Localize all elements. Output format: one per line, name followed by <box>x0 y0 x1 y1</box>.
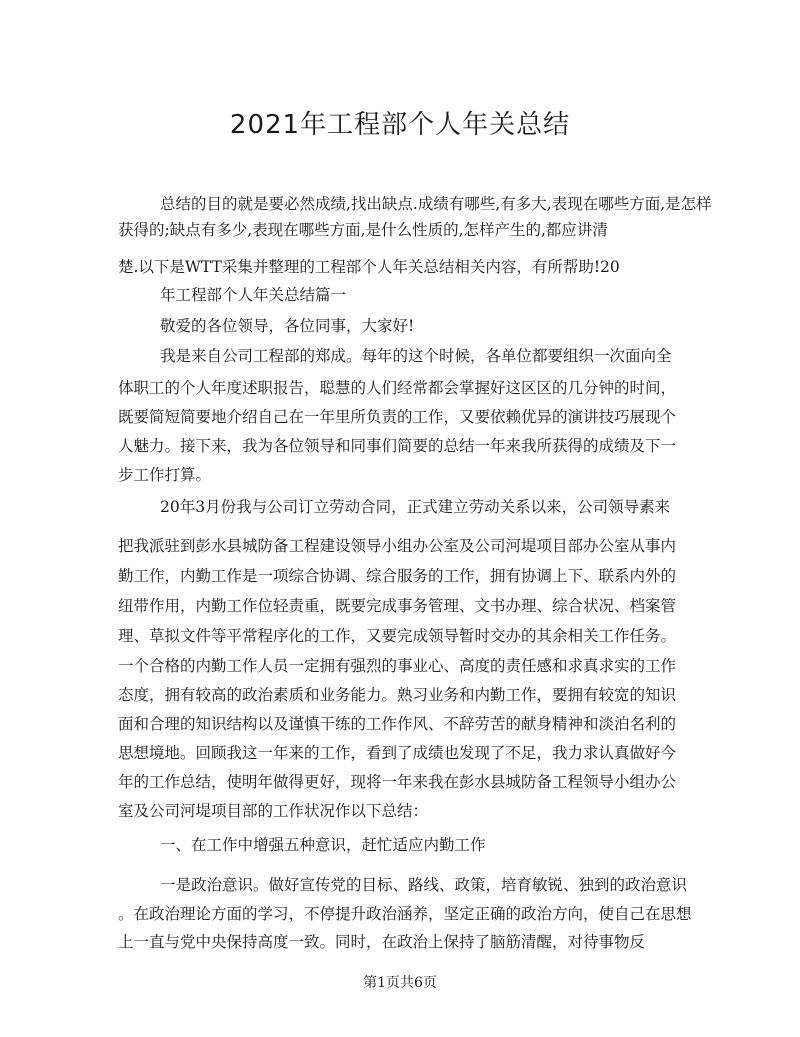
section-heading: 一、在工作中增强五种意识，赶忙适应内勤工作 <box>160 836 486 854</box>
body-line: 楚.以下是WTT采集并整理的工程部个人年关总结相关内容，有所帮助!20 <box>118 258 620 276</box>
page-title: 2021年工程部个人年关总结 <box>229 110 571 140</box>
body-line: 年的工作总结，使明年做得更好，现将一年来我在彭水县城防备工程领导小组办公 <box>118 773 677 791</box>
body-line: 一个合格的内勤工作人员一定拥有强烈的事业心、高度的责任感和求真求实的工作 <box>118 657 677 675</box>
body-line: 态度，拥有较高的政治素质和业务能力。熟习业务和内勤工作，要拥有较宽的知识 <box>118 686 677 704</box>
body-line: 思想境地。回顾我这一年来的工作，看到了成绩也发现了不足，我力求认真做好今 <box>118 744 677 762</box>
body-line: 20年3月份我与公司订立劳动合同，正式建立劳动关系以来，公司领导素来 <box>160 498 671 516</box>
body-line: 把我派驻到彭水县城防备工程建设领导小组办公室及公司河堤项目部办公室从事内 <box>118 537 677 555</box>
body-line: 既要简短简要地介绍自己在一年里所负责的工作，又要依赖优异的演讲技巧展现个 <box>118 408 677 426</box>
body-line: 步工作打算。 <box>118 466 212 484</box>
body-line: 我是来自公司工程部的郑成。每年的这个时候，各单位都要组织一次面向全 <box>160 347 672 365</box>
body-line: 室及公司河堤项目部的工作状况作以下总结： <box>118 802 429 820</box>
body-line: 。在政治理论方面的学习，不停提升政治涵养，坚定正确的政治方向，使自己在思想 <box>118 905 692 923</box>
body-line: 面和合理的知识结构以及谨慎干练的工作作风、不辞劳苦的献身精神和淡泊名利的 <box>118 715 677 733</box>
body-line: 上一直与党中央保持高度一致。同时，在政治上保持了脑筋清醒，对待事物反 <box>118 933 646 951</box>
page-footer: 第1页共6页 <box>363 975 437 991</box>
body-line: 体职工的个人年度述职报告，聪慧的人们经常都会掌握好这区区的几分钟的时间， <box>118 379 677 397</box>
body-line: 敬爱的各位领导，各位同事，大家好! <box>160 317 415 335</box>
body-line: 人魅力。接下来，我为各位领导和同事们简要的总结一年来我所获得的成绩及下一 <box>118 437 677 455</box>
body-line: 理、草拟文件等平常程序化的工作，又要完成领导暂时交办的其余相关工作任务。 <box>118 627 677 645</box>
body-line: 总结的目的就是要必然成绩,找出缺点.成绩有哪些,有多大,表现在哪些方面,是怎样 <box>160 195 712 213</box>
body-line: 年工程部个人年关总结篇一 <box>160 286 347 304</box>
body-line: 纽带作用，内勤工作位轻责重，既要完成事务管理、文书办理、综合状况、档案管 <box>118 597 677 615</box>
body-line: 获得的;缺点有多少,表现在哪些方面,是什么性质的,怎样产生的,都应讲清 <box>118 221 608 239</box>
body-line: 一是政治意识。做好宣传党的目标、路线、政策，培育敏锐、独到的政治意识 <box>160 876 688 894</box>
body-line: 勤工作，内勤工作是一项综合协调、综合服务的工作，拥有协调上下、联系内外的 <box>118 567 677 585</box>
